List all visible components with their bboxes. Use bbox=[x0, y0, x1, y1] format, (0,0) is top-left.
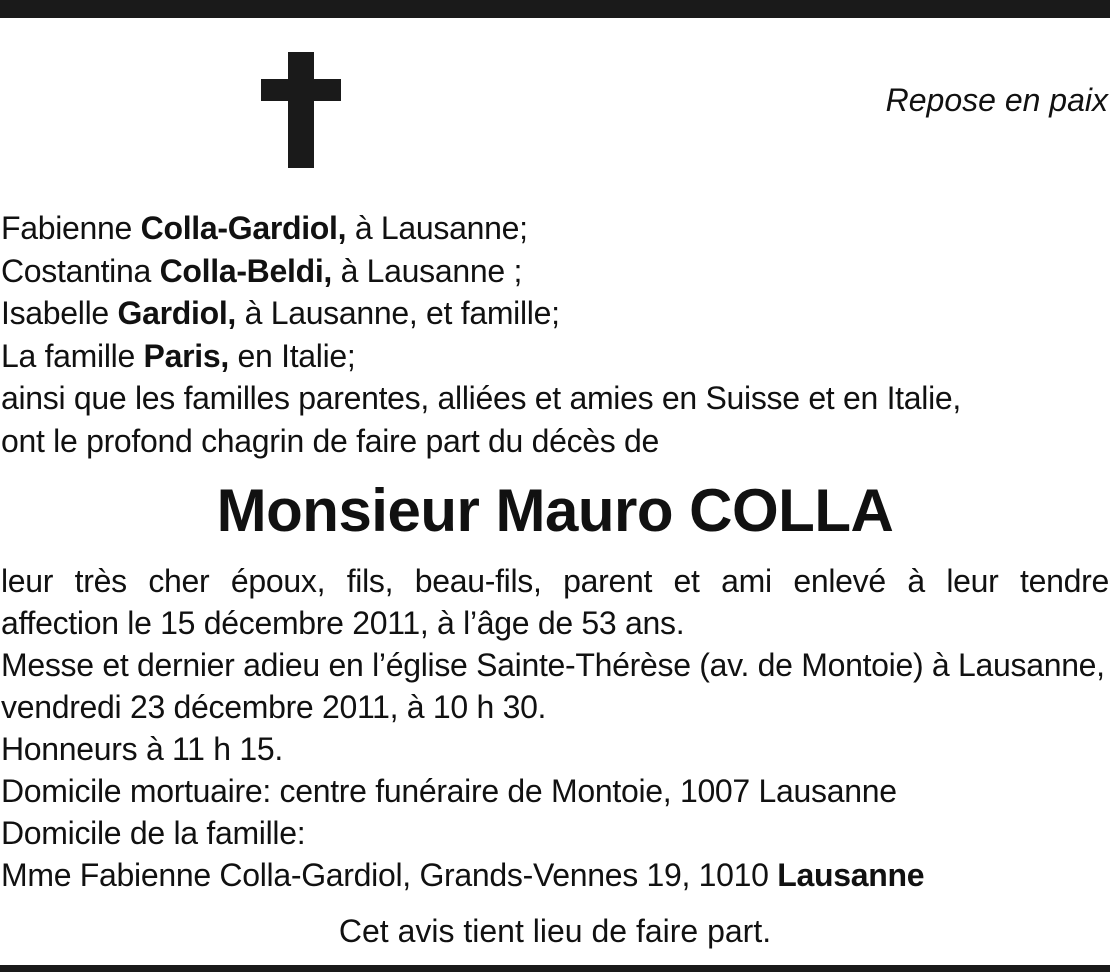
family-address bbox=[1, 854, 1109, 896]
member-surname: Colla-Gardiol, bbox=[140, 210, 347, 246]
family-list bbox=[1, 207, 1109, 462]
member-location: à Lausanne, et famille; bbox=[236, 295, 560, 331]
member-first-name: Costantina bbox=[1, 252, 160, 289]
family-member bbox=[1, 250, 1109, 293]
mass-line: Messe et dernier adieu en l’église Sainte-Thérèse (av. de Montoie) à Lausanne, bbox=[1, 647, 1105, 683]
top-rule bbox=[0, 0, 1110, 18]
relatives-line: ainsi que les familles parentes, alliées et amies en Suisse et en Italie, bbox=[1, 380, 961, 416]
motto: Repose en paix bbox=[885, 82, 1108, 118]
mortuary-line: Domicile mortuaire: centre funéraire de Montoie, 1007 Lausanne bbox=[1, 773, 897, 809]
family-member bbox=[1, 207, 1109, 250]
family-home-label: Domicile de la famille: bbox=[1, 815, 306, 851]
member-surname: Paris, bbox=[143, 337, 229, 374]
family-address-city: Lausanne bbox=[777, 857, 925, 893]
honors-line: Honneurs à 11 h 15. bbox=[1, 731, 283, 767]
member-location: en Italie; bbox=[228, 337, 356, 374]
deceased-name: Monsieur Mauro COLLA bbox=[216, 477, 894, 544]
member-location: à Lausanne; bbox=[346, 210, 528, 246]
cross-horizontal-bar bbox=[261, 79, 341, 101]
closing-note: Cet avis tient lieu de faire part. bbox=[338, 913, 772, 949]
details-block bbox=[1, 560, 1109, 896]
member-surname: Colla-Beldi, bbox=[159, 252, 332, 289]
member-first-name: La famille bbox=[1, 337, 144, 374]
member-surname: Gardiol, bbox=[117, 295, 237, 331]
cross-vertical-bar bbox=[288, 52, 314, 168]
family-member bbox=[1, 292, 1109, 335]
mass-line: vendredi 23 décembre 2011, à 10 h 30. bbox=[1, 689, 547, 725]
member-first-name: Fabienne bbox=[1, 210, 141, 246]
family-member bbox=[1, 335, 1109, 378]
member-location: à Lausanne ; bbox=[332, 252, 523, 289]
tribute-line: affection le 15 décembre 2011, à l’âge de 53 ans. bbox=[1, 605, 685, 641]
family-address-text: Mme Fabienne Colla-Gardiol, Grands-Vennes 19, 1010 bbox=[1, 857, 778, 893]
tribute-line: leur très cher époux, fils, beau-fils, parent et ami enlevé à leur tendre bbox=[1, 563, 1109, 599]
announcement-line: ont le profond chagrin de faire part du décès de bbox=[1, 422, 660, 459]
bottom-rule bbox=[0, 965, 1110, 972]
cross-icon bbox=[261, 52, 341, 168]
member-first-name: Isabelle bbox=[1, 295, 118, 331]
